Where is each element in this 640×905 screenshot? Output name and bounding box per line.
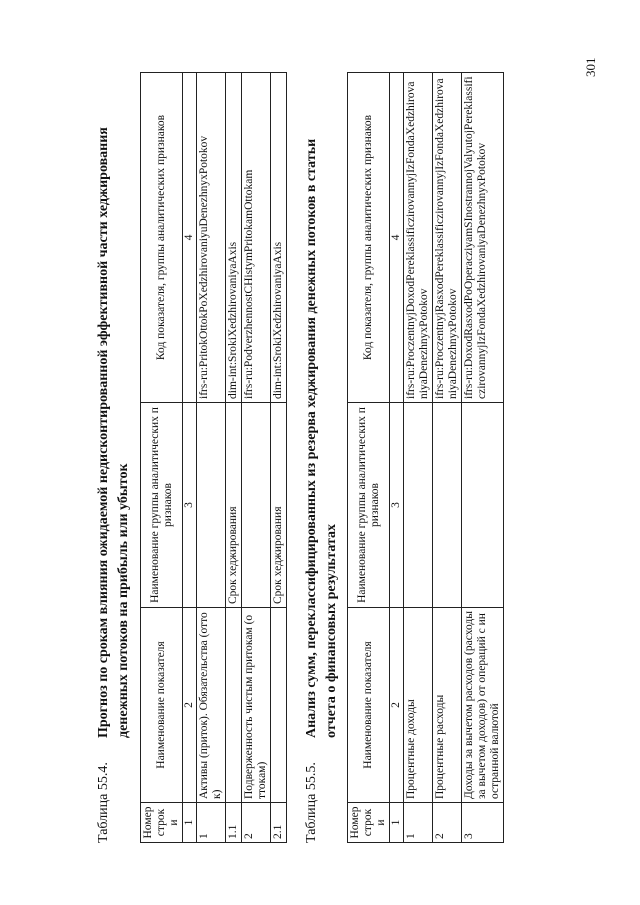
table-cell: Доходы за вычетом расходов (расходы за вычетом доходов) от операций с иностранной валютой: [462, 608, 504, 803]
table-cell: ifrs-ru:PodverzhennostCHistymPritokamOttokam: [242, 73, 271, 403]
table-cell: 2.1: [271, 803, 287, 843]
table-row: [433, 73, 462, 843]
table1-column-number-row: [183, 73, 197, 843]
table-cell: ifrs-ru:DoxodRasxodPoOperacziyamSInostrannojValyutojPereklassificzirovannyjIzFondaXedzhirovaniyaDenezhnyxPotokov: [462, 73, 504, 403]
table-row: [462, 73, 504, 843]
table1-header-cell: Наименование группы аналитических признаков: [141, 403, 183, 608]
table-row: [271, 73, 287, 843]
table-cell: 3: [462, 803, 504, 843]
table-cell: [197, 403, 226, 608]
table-cell: Процентные расходы: [433, 608, 462, 803]
table-row: [226, 73, 242, 843]
table1-column-number: 2: [183, 608, 197, 803]
table-cell: Подверженность чистым притокам (оттокам): [242, 608, 271, 803]
table1-column-number: 3: [183, 403, 197, 608]
table-cell: ifrs-ru:ProczentnyjDoxodPereklassificzirovannyjIzFondaXedzhirovaniyaDenezhnyxPotokov: [404, 73, 433, 403]
table-cell: [462, 403, 504, 608]
table2-label: Таблица 55.5.: [304, 762, 319, 843]
table2-column-number: 4: [390, 73, 404, 403]
table-cell: 1.1: [226, 803, 242, 843]
table2: [347, 72, 504, 843]
table-cell: Срок хеджирования: [226, 403, 242, 608]
table-cell: Активы (приток). Обязательства (отток): [197, 608, 226, 803]
table1: [140, 72, 287, 843]
table-cell: [271, 608, 287, 803]
table-cell: Срок хеджирования: [271, 403, 287, 608]
table1-header-cell: Наименование показателя: [141, 608, 183, 803]
table2-header-cell: Наименование группы аналитических признаков: [348, 403, 390, 608]
table-cell: dim-int:SrokiXedzhirovaniyaAxis: [226, 73, 242, 403]
table1-column-number: 1: [183, 803, 197, 843]
table-row: [197, 73, 226, 843]
table-row: [242, 73, 271, 843]
table-cell: 2: [433, 803, 462, 843]
table1-label: Таблица 55.4.: [96, 762, 111, 843]
table2-column-number: 2: [390, 608, 404, 803]
table-cell: [404, 403, 433, 608]
table2-column-number: 3: [390, 403, 404, 608]
table-cell: 1: [404, 803, 433, 843]
table2-caption: [302, 23, 342, 843]
table1-header-cell: Номер строки: [141, 803, 183, 843]
table1-caption: [94, 23, 134, 843]
table2-header-cell: Наименование показателя: [348, 608, 390, 803]
table1-header-row: [141, 73, 183, 843]
table-cell: [433, 403, 462, 608]
table2-header-row: [348, 73, 390, 843]
table1-title-line2: денежных потоков на прибыль или убыток: [116, 463, 131, 738]
table1-title-line1: Прогноз по срокам влияния ожидаемой недисконтированной эффективной части хеджирования: [96, 127, 111, 738]
table2-header-cell: Номер строки: [348, 803, 390, 843]
table2-title-line2: отчета о финансовых результатах: [324, 523, 339, 738]
table2-header-cell: Код показателя, группы аналитических признаков: [348, 73, 390, 403]
page-number: 301: [583, 57, 598, 77]
table-cell: [242, 403, 271, 608]
table2-column-number: 1: [390, 803, 404, 843]
table-cell: [226, 608, 242, 803]
table-cell: dim-int:SrokiXedzhirovaniyaAxis: [271, 73, 287, 403]
table1-header-cell: Код показателя, группы аналитических признаков: [141, 73, 183, 403]
table-cell: Процентные доходы: [404, 608, 433, 803]
table-cell: ifrs-ru:ProczentnyjRasxodPereklassificzirovannyjIzFondaXedzhirovaniyaDenezhnyxPotokov: [433, 73, 462, 403]
table-cell: 1: [197, 803, 226, 843]
table-cell: ifrs-ru:PritokOttokPoXedzhirovaniyuDenezhnyxPotokov: [197, 73, 226, 403]
table-cell: 2: [242, 803, 271, 843]
table2-title-line1: Анализ сумм, переклассифицированных из резерва хеджирования денежных потоков в статьи: [304, 138, 319, 738]
table1-column-number: 4: [183, 73, 197, 403]
table2-column-number-row: [390, 73, 404, 843]
table-row: [404, 73, 433, 843]
